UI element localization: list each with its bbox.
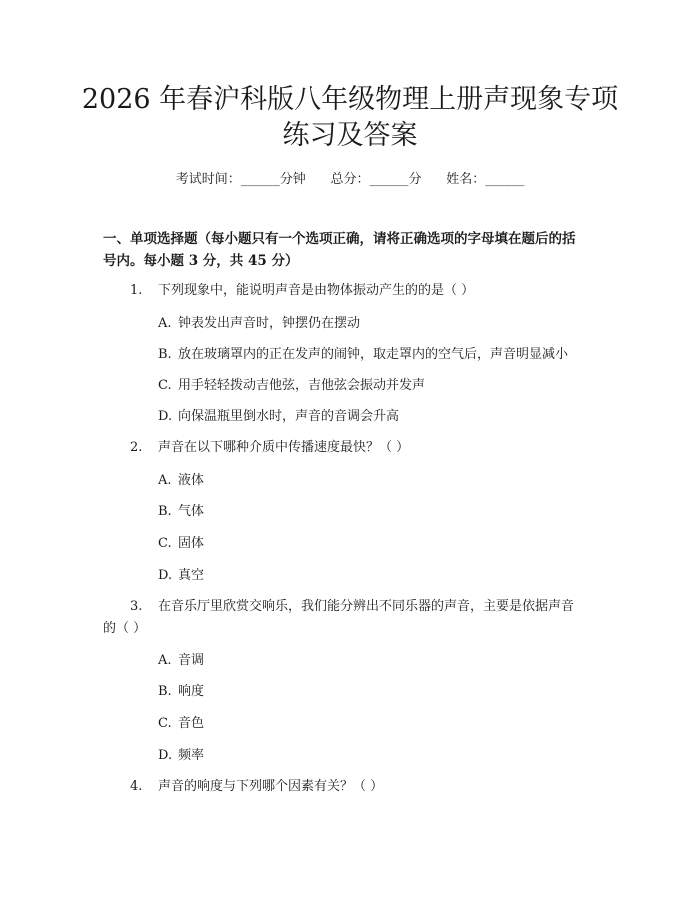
question-4 [130,776,383,798]
option-letter: A. [158,316,172,331]
question-2 [130,437,409,459]
question-2-option-d [158,565,204,587]
question-3-continuation: 的（ ） [103,621,147,636]
question-3-option-a [158,650,204,672]
question-number: 4. [130,779,143,794]
option-text: 频率 [178,748,205,763]
page-title-line-1: 2026 年春沪科版八年级物理上册声现象专项 [81,84,619,115]
question-text: 声音在以下哪种介质中传播速度最快？（ ） [158,440,410,455]
section-heading-line-1: 一、单项选择题（每小题只有一个选项正确，请将正确选项的字母填在题后的括 [103,231,576,247]
option-text: 钟表发出声音时，钟摆仍在摆动 [178,316,361,331]
option-letter: D. [158,409,173,424]
option-text: 音调 [178,653,205,668]
option-text: 响度 [178,684,205,699]
question-3-option-c [158,713,204,735]
question-number: 2. [130,440,143,455]
question-3-option-b [158,681,204,703]
option-text: 用手轻轻拨动吉他弦，吉他弦会振动并发声 [178,378,426,393]
question-text: 下列现象中，能说明声音是由物体振动产生的的是（ ） [158,283,475,298]
option-text: 向保温瓶里倒水时，声音的音调会升高 [178,409,400,424]
option-letter: B. [158,504,172,519]
option-text: 液体 [178,473,205,488]
question-1-option-b [158,344,568,366]
option-letter: C. [158,378,172,393]
option-letter: D. [158,748,173,763]
question-1-option-a [158,313,360,335]
option-letter: A. [158,653,172,668]
question-3 [130,596,574,618]
question-1-option-d [158,406,399,428]
option-letter: A. [158,473,172,488]
option-letter: B. [158,347,172,362]
question-text: 声音的响度与下列哪个因素有关？（ ） [158,779,384,794]
question-1 [130,280,474,302]
option-letter: D. [158,568,173,583]
option-letter: C. [158,536,172,551]
option-letter: B. [158,684,172,699]
question-3-option-d [158,745,204,767]
option-text: 气体 [178,504,205,519]
page-title-line-2: 练习及答案 [282,120,418,151]
exam-info-line: 考试时间：______分钟 总分：______分 姓名：______ [175,172,525,187]
option-text: 真空 [178,568,205,583]
question-2-option-a [158,470,204,492]
option-text: 固体 [178,536,205,551]
question-number: 1. [130,283,143,298]
option-letter: C. [158,716,172,731]
option-text: 放在玻璃罩内的正在发声的闹钟，取走罩内的空气后，声音明显减小 [178,347,569,362]
option-text: 音色 [178,716,205,731]
question-2-option-c [158,533,204,555]
question-number: 3. [130,599,143,614]
section-heading-line-2: 号内。每小题 3 分，共 45 分） [103,253,299,269]
question-2-option-b [158,501,204,523]
question-1-option-c [158,375,425,397]
question-text: 在音乐厅里欣赏交响乐，我们能分辨出不同乐器的声音，主要是依据声音 [158,599,575,614]
